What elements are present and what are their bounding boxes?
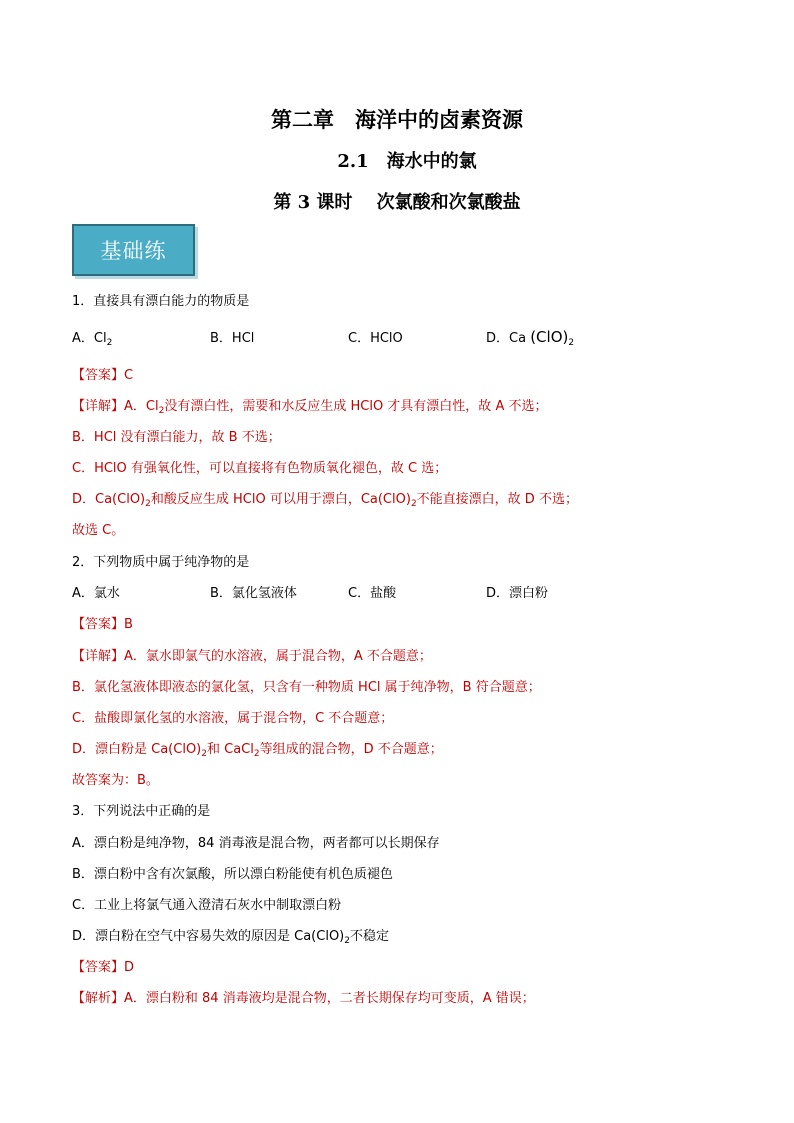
q1-detail-label: 【详解】 [72,399,125,414]
q2-detail-d-3: 等组成的混合物，D 不合题意； [259,742,443,757]
q3-option-a: A．漂白粉是纯净物，84 消毒液是混合物，两者都可以长期保存 [72,836,440,851]
q2-detail-d-sub1: 2 [201,749,207,759]
q3-option-d-1: D．漂白粉在空气中容易失效的原因是 Ca(ClO) [72,929,345,944]
q2-detail-d [72,738,443,759]
q2-detail-d-sub2: 2 [253,749,260,759]
q1-detail-a-sub: 2 [158,406,165,416]
q2-detail-d-1: D．漂白粉是 Ca(ClO) [72,742,202,757]
q1-detail-d [72,488,578,509]
q3-option-c: C．工业上将氯气通入澄清石灰水中制取漂白粉 [72,898,342,913]
q2-conclusion: 故答案为：B。 [72,773,159,788]
q2-detail-c: C．盐酸即氯化氢的水溶液，属于混合物，C 不合题意； [72,711,394,726]
q1-detail-d-sub2: 2 [410,499,417,509]
q2-detail-b: B．氯化氢液体即液态的氯化氢，只含有一种物质 HCl 属于纯净物，B 符合题意； [72,680,541,695]
q3-option-d-2: 不稳定 [350,929,390,944]
q1-detail-a-2: 没有漂白性，需要和水反应生成 HClO 才具有漂白性，故 A 不选； [164,399,548,414]
q1-detail-c: C．HClO 有强氧化性，可以直接将有色物质氧化褪色，故 C 选； [72,461,448,476]
q2-detail-a [72,645,432,664]
q2-detail-label: 【详解】 [72,649,125,664]
q1-detail-d-3: 不能直接漂白，故 D 不选； [416,492,578,507]
q3-answer-value: D [124,960,135,975]
q2-answer [72,613,133,632]
q1-detail-b: B．HCl 没有漂白能力，故 B 不选； [72,430,281,445]
q1-option-a-sub: 2 [106,338,113,348]
chapter-title: 第二章 海洋中的卤素资源 [271,107,523,132]
q1-option-b: B．HCl [210,331,255,346]
q1-option-a [72,327,112,348]
q1-detail-d-sub1: 2 [145,499,151,509]
lesson-title: 第 3 课时 次氯酸和次氯酸盐 [273,192,521,213]
basic-practice-label: 基础练 [100,239,167,263]
q3-option-d [72,925,389,946]
q3-stem: 3．下列说法中正确的是 [72,804,211,819]
q2-option-c: C．盐酸 [348,586,397,601]
q1-detail-d-2: 和酸反应生成 HClO 可以用于漂白，Ca(ClO) [150,492,411,507]
q2-detail-d-2: 和 CaCl [207,742,254,757]
q3-analysis-label: 【解析】 [72,991,125,1006]
q1-conclusion: 故选 C。 [72,523,125,538]
q2-option-d: D．漂白粉 [486,586,549,601]
q3-answer [72,956,134,975]
section-title: 2.1 海水中的氯 [337,151,477,172]
q2-answer-label: 【答案】 [72,617,125,632]
q1-option-d-sub: 2 [568,338,575,348]
q1-option-c: C．HClO [348,331,403,346]
q3-analysis-a [72,987,535,1006]
q2-stem: 2．下列物质中属于纯净物的是 [72,555,250,570]
q2-option-a: A．氯水 [72,586,120,601]
q1-detail-a-1: A．Cl [124,399,159,414]
q1-stem: 1．直接具有漂白能力的物质是 [72,294,250,309]
q2-option-b: B．氯化氢液体 [210,586,297,601]
q1-answer [72,364,133,383]
q2-detail-a-text: A．氯水即氯气的水溶液，属于混合物，A 不合题意； [124,649,432,664]
q1-detail-d-1: D．Ca(ClO) [72,492,146,507]
basic-practice-tag [72,224,195,276]
q1-option-d [486,327,574,348]
q1-option-d-formula: (ClO) [530,328,569,346]
q3-answer-label: 【答案】 [72,960,125,975]
q1-answer-value: C [124,368,134,383]
q1-answer-label: 【答案】 [72,368,125,383]
q1-detail-a [72,395,547,416]
q3-analysis-a-text: A．漂白粉和 84 消毒液均是混合物，二者长期保存均可变质，A 错误； [124,991,535,1006]
q2-answer-value: B [124,617,133,632]
q1-option-a-text: A．Cl [72,331,107,346]
q1-option-d-text: D．Ca [486,331,527,346]
q3-option-b: B．漂白粉中含有次氯酸，所以漂白粉能使有机色质褪色 [72,867,393,882]
q3-option-d-sub: 2 [344,936,350,946]
